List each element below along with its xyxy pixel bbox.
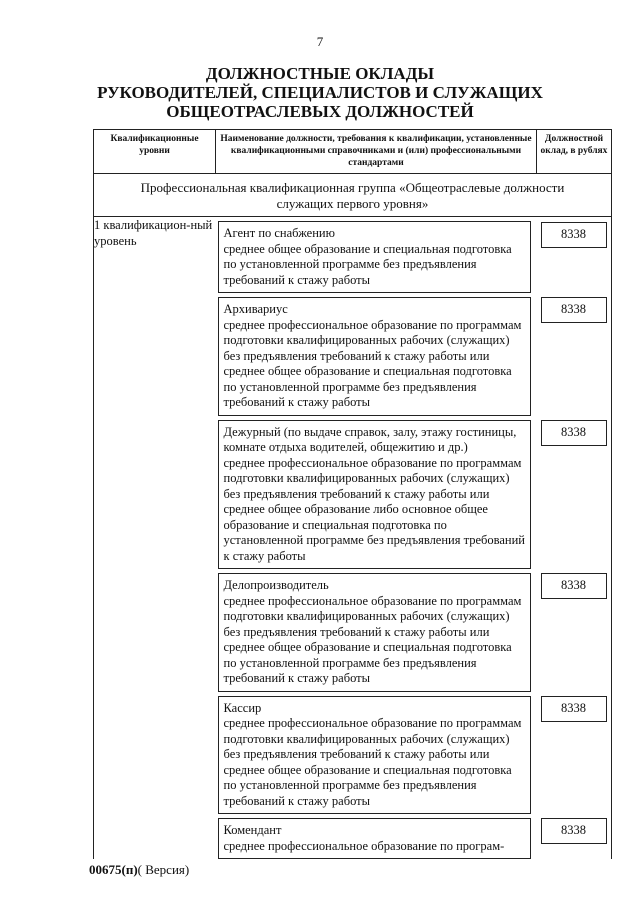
table-row <box>218 696 531 815</box>
salary-value: 8338 <box>541 818 607 844</box>
document-title <box>0 64 640 121</box>
document-version: ( Версия) <box>137 862 190 877</box>
position-name: Дежурный (по выдаче справок, залу, этажу гостиницы, комнате отдыха водителей, общежитию и др.) <box>223 424 517 454</box>
level-label: 1 квалификацион-ный уровень <box>94 217 216 860</box>
table-row <box>218 573 531 692</box>
position-requirements: среднее профессиональное образование по программам подготовки квалифицированных рабочих (служащих) без предъявления требований к стажу работы или среднее общее образование и специальная подготовка по установленной программе без предъявления требований к стажу работы <box>223 317 522 409</box>
table-row <box>218 297 531 416</box>
group-row <box>94 174 612 217</box>
table-row <box>218 420 531 570</box>
position-name: Архивариус <box>223 302 288 316</box>
group-title: Профессиональная квалификационная группа «Общеотраслевые должности служащих первого уровня» <box>94 174 612 217</box>
positions-column <box>216 217 537 860</box>
header-salary: Должностной оклад, в рублях <box>537 130 612 174</box>
title-line-3: ОБЩЕОТРАСЛЕВЫХ ДОЛЖНОСТЕЙ <box>166 102 474 121</box>
salary-value: 8338 <box>541 696 607 722</box>
position-requirements: среднее профессиональное образование по программам подготовки квалифицированных рабочих (служащих) без предъявления требований к стажу работы или среднее общее образование и специальная подготовка по установленной программе без предъявления требований к стажу работы <box>223 716 522 808</box>
footer <box>89 862 189 878</box>
table-header-row <box>94 130 612 174</box>
position-name: Делопроизводитель <box>223 578 329 592</box>
salary-table <box>93 129 612 859</box>
position-name: Комендант <box>223 823 282 837</box>
salary-value: 8338 <box>541 573 607 599</box>
position-requirements: среднее профессиональное образование по программам подготовки квалифицированных рабочих (служащих) без предъявления требований к стажу работы или среднее общее образование и специальная подготовка по установленной программе без предъявления требований к стажу работы <box>223 593 522 685</box>
table-row <box>218 221 531 293</box>
position-requirements: среднее общее образование и специальная подготовка по установленной программе без предъявления требований к стажу работы <box>223 241 512 287</box>
salary-value: 8338 <box>541 297 607 323</box>
title-line-2: РУКОВОДИТЕЛЕЙ, СПЕЦИАЛИСТОВ И СЛУЖАЩИХ <box>97 83 543 102</box>
position-name: Агент по снабжению <box>223 226 335 240</box>
position-name: Кассир <box>223 700 262 715</box>
table-row <box>218 818 531 859</box>
level-row <box>94 217 612 860</box>
salary-value: 8338 <box>541 420 607 446</box>
title-line-1: ДОЛЖНОСТНЫЕ ОКЛАДЫ <box>205 64 435 83</box>
position-requirements: среднее профессиональное образование по програм- <box>223 838 505 853</box>
document-code: 00675(п) <box>89 862 138 877</box>
salary-column <box>537 217 612 860</box>
header-position: Наименование должности, требования к квалификации, установленные квалификационными справочниками и (или) профессиональными стандартами <box>216 130 537 174</box>
position-requirements: среднее профессиональное образование по программам подготовки квалифицированных рабочих (служащих) без предъявления требований к стажу работы или среднее общее образование либо основное общее образование и специальная подготовка по установленной программе без предъявления требований к стажу работы <box>223 455 525 563</box>
header-level: Квалификационные уровни <box>94 130 216 174</box>
page-number: 7 <box>316 34 324 49</box>
salary-value: 8338 <box>541 222 607 248</box>
